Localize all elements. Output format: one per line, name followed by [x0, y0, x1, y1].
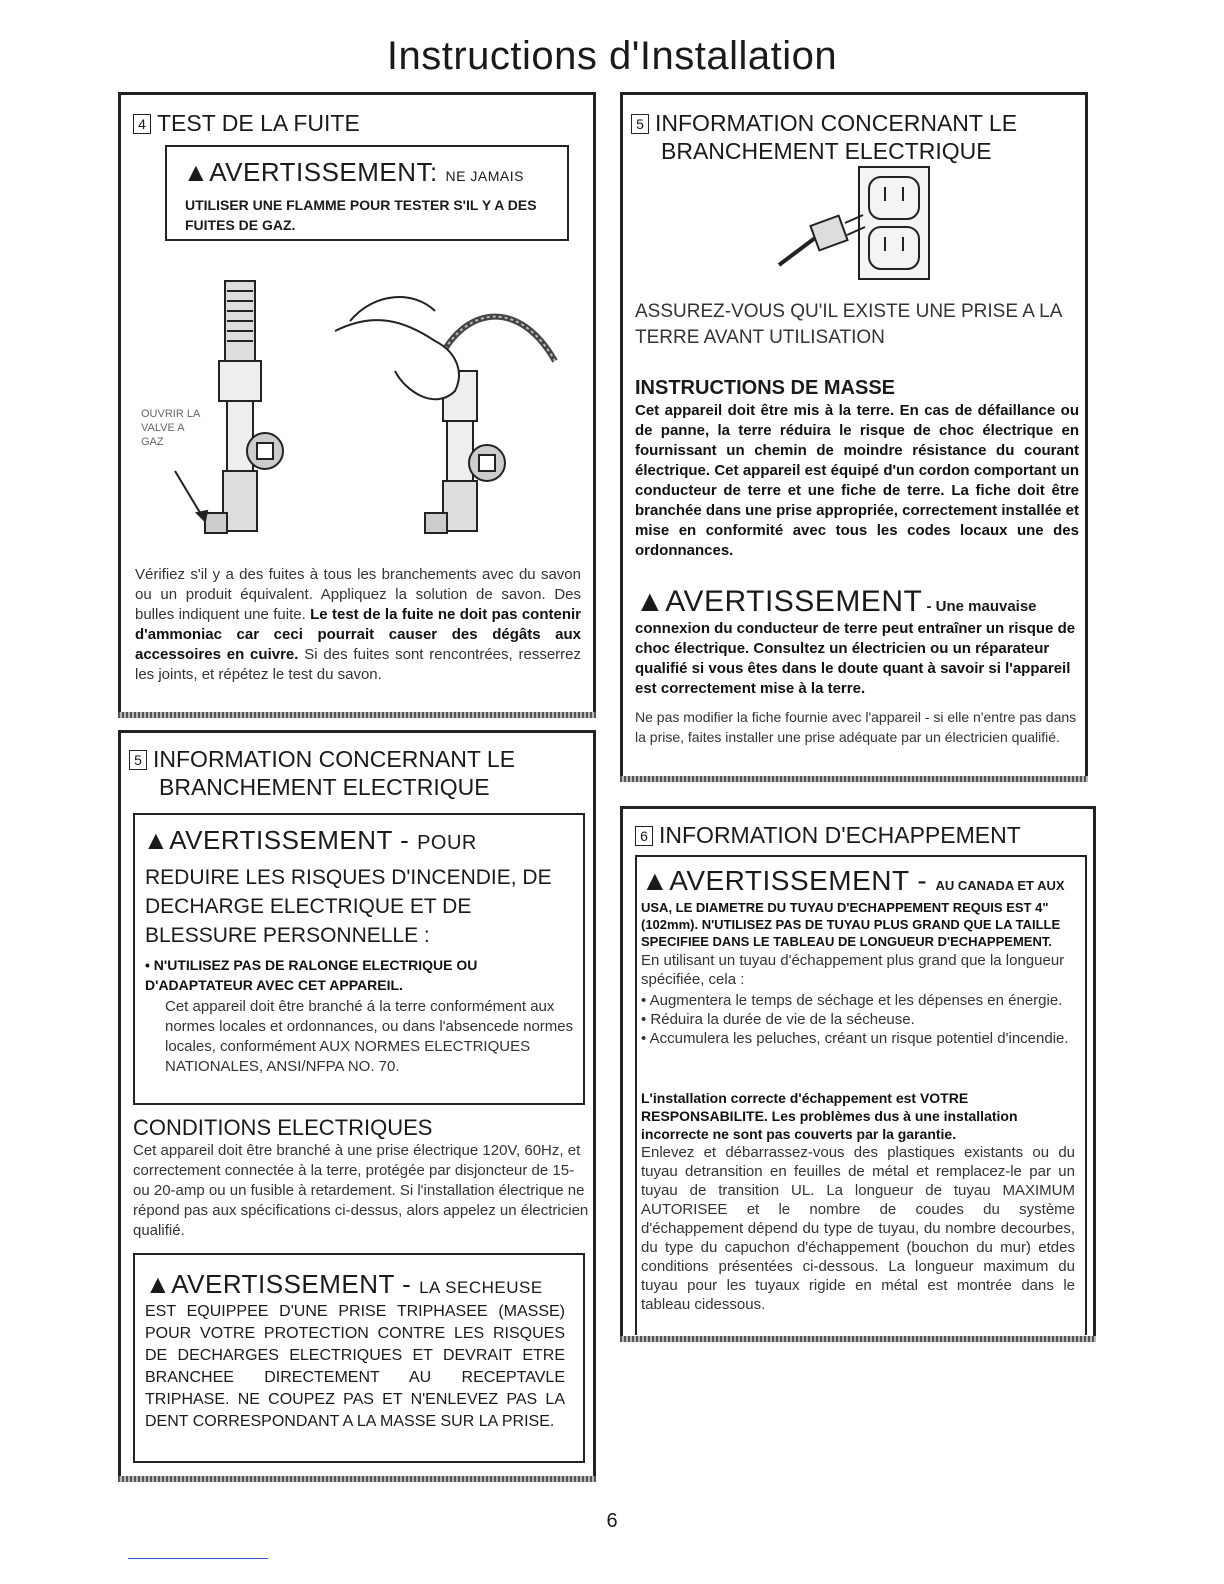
warning-title: AVERTISSEMENT - — [169, 825, 418, 855]
warning-heading: REDUIRE LES RISQUES D'INCENDIE, DE DECHARGE ELECTRIQUE ET DE BLESSURE PERSONNELLE : — [145, 866, 552, 947]
warning-title: AVERTISSEMENT: — [209, 157, 438, 187]
ground-outlet-note: ASSUREZ-VOUS QU'IL EXISTE UNE PRISE A LA TERRE AVANT UTILISATION — [635, 301, 1062, 348]
list-item: • Augmentera le temps de séchage et les dépenses en énergie. — [641, 992, 1063, 1009]
list-item: • Accumulera les peluches, créant un risque potentiel d'incendie. — [641, 1030, 1069, 1047]
section-exhaust-heading — [635, 821, 1021, 849]
warning-triangle-icon: ▲ — [641, 865, 670, 896]
section-leak-test-heading — [133, 109, 360, 137]
section-title-line2: BRANCHEMENT ELECTRIQUE — [661, 138, 992, 164]
warning-triangle-icon: ▲ — [635, 585, 666, 618]
page-title: Instructions d'Installation — [386, 34, 838, 78]
warning-triangle-icon: ▲ — [143, 825, 170, 855]
figure-caption: OUVRIR LA VALVE A GAZ — [141, 408, 200, 448]
section-exhaust — [620, 806, 1096, 1342]
grounding-requirement-text: Cet appareil doit être branché á la terre conformément aux normes locales et ordonnances, ou dans l'absencede normes locales, conformément AUX NORMES ELECTRIQUES NATIONALES, ANSI/NFPA NO. 70. — [165, 998, 574, 1075]
warning-text: UTILISER UNE FLAMME POUR TESTER S'IL Y A DES FUITES DE GAZ. — [185, 197, 537, 233]
exhaust-diameter-warning: USA, LE DIAMETRE DU TUYAU D'ECHAPPEMENT REQUIS EST 4" (102mm). N'UTILISEZ PAS DE TUYAU PLUS GRAND QUE LA TAILLE SPECIFIEE DANS LE TABLEAU DE LONGUEUR D'ECHAPPEMENT. — [641, 900, 1061, 949]
leak-test-text: Vérifiez s'il y a des fuites à tous les branchements avec du savon ou un produit équivalent. Appliquez la solution de savon. Des bulles indiquent une fuite. — [135, 566, 581, 623]
warning-lead: POUR — [417, 832, 477, 854]
installation-responsibility-note: L'installation correcte d'échappement est VOTRE RESPONSABILITE. Les problèmes dus à une installation incorrecte ne sont pas couverts par la garantie. — [641, 1090, 1018, 1142]
bad-ground-warning-text: connexion du conducteur de terre peut entraîner un risque de choc électrique. Consultez un électricien ou un réparateur qualifié si vous êtes dans le doute quant à savoir si l'appareil est correctement mise à la terre. — [635, 620, 1076, 697]
no-extension-cord-bullet: • N'UTILISEZ PAS DE RALONGE ELECTRIQUE OU D'ADAPTATEUR AVEC CET APPAREIL. — [145, 957, 478, 993]
section-title: INFORMATION D'ECHAPPEMENT — [659, 822, 1021, 848]
exhaust-consequences-list — [641, 991, 1073, 1048]
section-electrical-heading — [129, 745, 515, 801]
leak-test-ammonia-warning: Le test de la fuite ne doit pas contenir d'ammoniac car ceci pourrait causer des dégâts aux accessoires en cuivre. — [135, 606, 581, 663]
warning-title: AVERTISSEMENT - — [171, 1269, 420, 1299]
page-number: 6 — [606, 1510, 618, 1532]
section-title-line2: BRANCHEMENT ELECTRIQUE — [159, 774, 490, 800]
warning-lead: - Une mauvaise — [922, 598, 1037, 615]
section-number: 6 — [635, 826, 653, 846]
warning-box — [165, 145, 569, 241]
leak-test-instructions — [135, 565, 581, 685]
gas-valve-illustration — [135, 251, 585, 561]
footer-link-line — [128, 1558, 268, 1559]
warning-lead: NE JAMAIS — [445, 168, 524, 184]
warning-title: AVERTISSEMENT - — [669, 865, 936, 896]
grounded-plug-outlet-illustration — [759, 165, 939, 285]
section-number: 5 — [631, 114, 649, 134]
section-electrical-left — [118, 730, 596, 1482]
section-title-line1: INFORMATION CONCERNANT LE — [153, 746, 516, 772]
exhaust-intro: En utilisant un tuyau d'échappement plus grand que la longueur spécifiée, cela : — [641, 952, 1065, 988]
section-number: 4 — [133, 114, 151, 134]
warning-title: AVERTISSEMENT — [665, 585, 923, 618]
warning-box-three-prong — [133, 1253, 585, 1463]
section-title-line1: INFORMATION CONCERNANT LE — [655, 110, 1018, 136]
list-item: • Réduira la durée de vie de la sécheuse. — [641, 1011, 915, 1028]
section-leak-test — [118, 92, 596, 718]
grounding-instructions-heading: INSTRUCTIONS DE MASSE — [635, 377, 896, 399]
warning-lead: AU CANADA ET AUX — [935, 878, 1065, 893]
plug-modification-note: Ne pas modifier la fiche fournie avec l'appareil - si elle n'entre pas dans la prise, faites installer une prise adéquate par un électricien qualifié. — [635, 709, 1077, 745]
three-prong-warning-text: EST EQUIPPEE D'UNE PRISE TRIPHASEE (MASSE) POUR VOTRE PROTECTION CONTRE LES RISQUES DE DECHARGES ELECTRIQUES ET DEVRAIT ETRE BRANCHEE DIRECTEMENT AU RECEPTAVLE TRIPHASE. NE COUPEZ PAS ET N'ENLEVEZ PAS LA DENT CORRESPONDANT A LA MASSE SUR LA PRISE. — [145, 1303, 565, 1430]
warning-lead: LA SECHEUSE — [419, 1278, 543, 1297]
leak-test-text-end: Si des fuites sont rencontrées, resserrez les joints, et répétez le test du savon. — [135, 646, 582, 683]
section-electrical-heading — [631, 109, 1017, 165]
warning-triangle-icon: ▲ — [145, 1269, 172, 1299]
grounding-instructions-text: Cet appareil doit être mis à la terre. En cas de défaillance ou de panne, la terre réduira le risque de choc électrique en fournissant un chemin de moindre résistance du courant électrique. Cet appareil est équipé d'un cordon comportant un conducteur de terre et une fiche de terre. La fiche doit être branchée dans une prise appropriée, correctement installée et mise en conformité avec tous les codes locaux une des ordonnances. — [635, 402, 1079, 559]
section-electrical-right — [620, 92, 1088, 782]
exhaust-length-instructions: Enlevez et débarrassez-vous des plastiques existants ou du tuyau detransition en feuilles de métal et remplacez-le par un tuyau de transition UL. La longueur de tuyau MAXIMUM AUTORISEE et le nombre de coudes du système d'échappement dépend du type de tuyau, du nombre decourbes, du type du capuchon d'échappement (bouchon du mur) etdes conditions présentées ci-dessous. La longueur maximum du tuyau pour les tuyaux rigide en métal est montrée dans le tableau cidessous. — [641, 1144, 1075, 1313]
section-number: 5 — [129, 750, 147, 770]
section-title: TEST DE LA FUITE — [157, 110, 360, 136]
warning-box-fire-risk — [133, 813, 585, 1105]
warning-triangle-icon: ▲ — [183, 157, 210, 187]
electrical-conditions-text: Cet appareil doit être branché à une prise électrique 120V, 60Hz, et correctement connectée à la terre, protégée par disjoncteur de 15- ou 20-amp ou un fusible à retardement. Si l'installation électrique ne répond pas aux spécifications ci-dessus, alors appelez un électricien qualifié. — [133, 1142, 589, 1239]
electrical-conditions-heading: CONDITIONS ELECTRIQUES — [133, 1115, 433, 1140]
